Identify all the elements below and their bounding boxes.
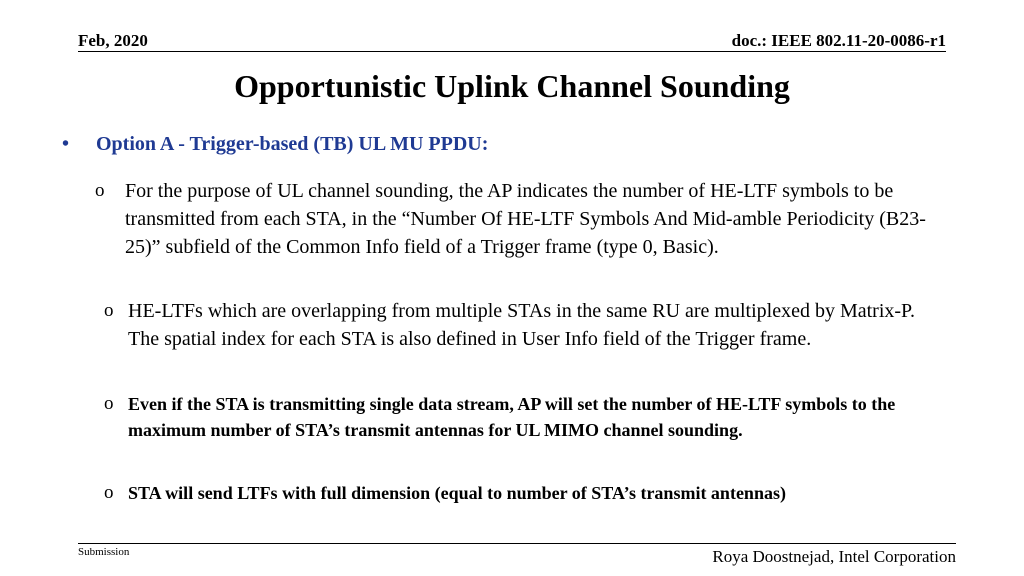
- footer-author: Roya Doostnejad, Intel Corporation: [712, 547, 956, 566]
- header-date: Feb, 2020: [78, 31, 148, 50]
- footer-divider: [78, 543, 956, 544]
- main-bullet-text: Option A - Trigger-based (TB) UL MU PPDU:: [96, 133, 489, 155]
- footer-submission: Submission: [78, 546, 130, 558]
- sub-item-marker: o: [104, 482, 114, 503]
- sub-item-marker: o: [104, 393, 114, 414]
- header-divider: [78, 51, 946, 52]
- sub-item-marker: o: [95, 180, 105, 201]
- slide-title: Opportunistic Uplink Channel Sounding: [234, 68, 790, 104]
- sub-item-text: STA will send LTFs with full dimension (equal to number of STA’s transmit antennas): [128, 483, 786, 503]
- header-doc-id: doc.: IEEE 802.11-20-0086-r1: [731, 31, 946, 50]
- sub-item-text: Even if the STA is transmitting single data stream, AP will set the number of HE-LTF symbols to the maximum number of STA’s transmit antennas for UL MIMO channel sounding.: [128, 394, 896, 440]
- sub-item-text: For the purpose of UL channel sounding, the AP indicates the number of HE-LTF symbols to be transmitted from each STA, in the “Number Of HE-LTF Symbols And Mid-amble Periodicity (B23-25)” subfield of the Common Info field of a Trigger frame (type 0, Basic).: [125, 180, 926, 258]
- bullet-dot-icon: •: [62, 133, 70, 155]
- sub-item-text: HE-LTFs which are overlapping from multiple STAs in the same RU are multiplexed by Matrix-P. The spatial index for each STA is also defined in User Info field of the Trigger frame.: [128, 300, 915, 350]
- sub-item-marker: o: [104, 300, 114, 321]
